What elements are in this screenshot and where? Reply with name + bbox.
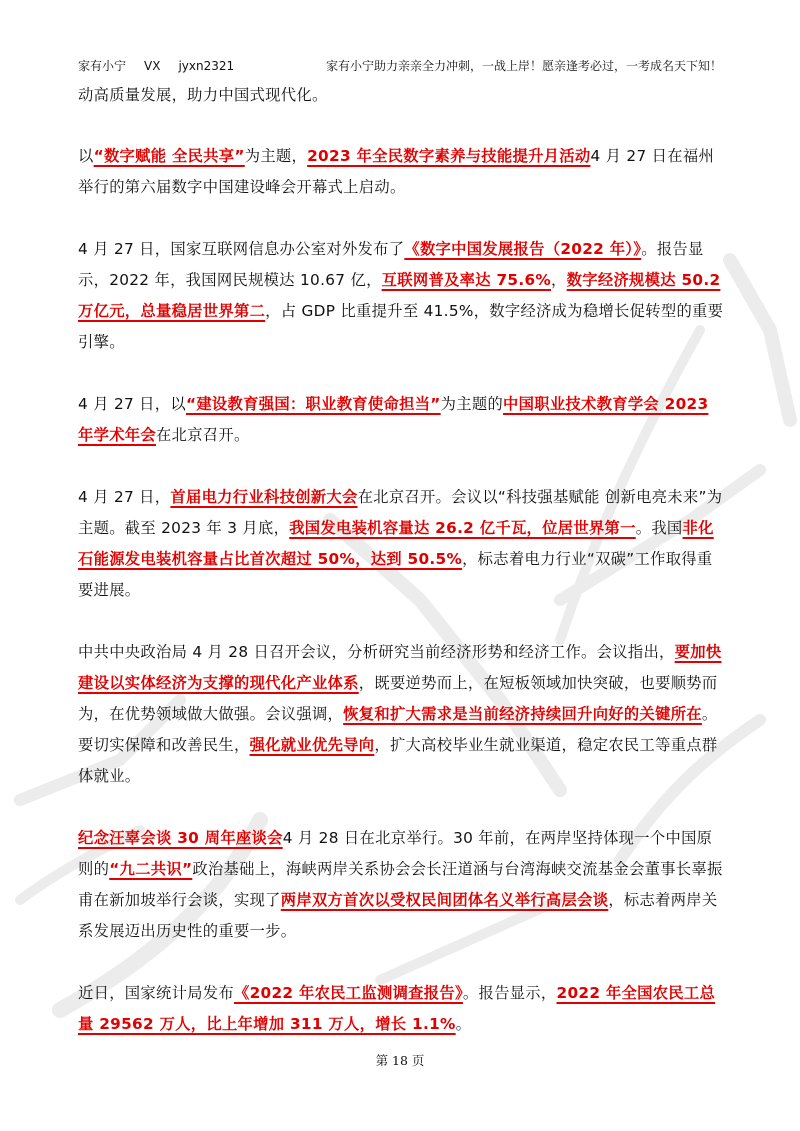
text-run: ，标志着电力行业“双碳”工作取得重要进展。	[78, 550, 713, 599]
paragraph	[78, 978, 726, 1040]
text-run: 4 月 27 日，	[78, 488, 171, 506]
text-run: ，既要逆势而上，在短板领域加快突破，也要顺势而为，在优势领域做大做强。会议强调，	[78, 674, 718, 723]
text-run: 。报告显示，	[462, 984, 557, 1002]
paragraph	[78, 823, 726, 947]
text-run: ，扩大高校毕业生就业渠道，稳定农民工等重点群体就业。	[78, 736, 718, 785]
text-run: 。我国	[635, 519, 683, 537]
text-run: 。报告显示，2022 年，我国网民规模达 10.67 亿，	[78, 240, 704, 289]
text-run: 。要切实保障和改善民生，	[78, 705, 718, 754]
highlighted-text: 我国发电装机容量达 26.2 亿千瓦，位居世界第一	[289, 519, 636, 537]
highlighted-text: “建设教育强国：职业教育使命担当”	[185, 395, 441, 413]
highlighted-text: 恢复和扩大需求是当前经济持续回升向好的关键所在	[343, 705, 702, 723]
text-run: 动高质量发展，助力中国式现代化。	[78, 86, 328, 104]
paragraph	[78, 80, 726, 111]
header-slogan: 家有小宁助力亲亲全力冲刺，一战上岸！愿亲逢考必过，一考成名天下知！	[325, 59, 722, 73]
highlighted-text: 互联网普及率达 75.6%	[381, 271, 552, 289]
highlighted-text: 中国职业技术教育学会 2023 年学术年会	[78, 395, 709, 444]
highlighted-text: 2023 年全民数字素养与技能提升月活动	[307, 147, 591, 165]
highlighted-text: 《2022 年农民工监测调查报告》	[233, 984, 463, 1002]
text-run: 为主题的	[440, 395, 504, 413]
paragraph	[78, 234, 726, 358]
highlighted-text: “数字赋能 全民共享”	[93, 147, 245, 165]
text-run: 4 月 28 日在北京举行。30 年前，在两岸坚持体现一个中国原则的	[78, 829, 713, 878]
text-run: ，占 GDP 比重提升至 41.5%，数字经济成为稳增长促转型的重要引擎。	[78, 302, 724, 351]
paragraph	[78, 637, 726, 792]
header-left	[78, 57, 252, 74]
text-run: 以	[78, 147, 94, 165]
header-vx: VX	[144, 59, 161, 73]
highlighted-text: 要加快建设以实体经济为支撑的现代化产业体系	[78, 643, 722, 692]
highlighted-text: 两岸双方首次以受权民间团体名义举行高层会谈	[280, 891, 609, 909]
text-run: ，标志着两岸关系发展迈出历史性的重要一步。	[78, 891, 718, 940]
text-run: 在北京召开。会议以“科技强基赋能 创新电亮未来”为主题。截至 2023 年 3 月底，	[78, 488, 723, 537]
paragraph	[78, 482, 726, 606]
highlighted-text: 强化就业优先导向	[249, 736, 375, 754]
paragraph-gap	[78, 111, 726, 141]
paragraph-gap	[78, 203, 726, 234]
paragraph	[78, 141, 726, 203]
document-body	[78, 80, 726, 1040]
text-run: 近日，国家统计局发布	[78, 984, 234, 1002]
highlighted-text: “九二共识”	[109, 860, 193, 878]
text-run: 。	[455, 1015, 472, 1033]
text-run: 4 月 27 日，以	[78, 395, 186, 413]
paragraph-gap	[78, 792, 726, 823]
highlighted-text: 首届电力行业科技创新大会	[170, 488, 358, 506]
text-run: ，	[551, 271, 567, 289]
highlighted-text: 《数字中国发展报告（2022 年）》	[404, 240, 642, 258]
text-run: 4 月 27 日在福州举行的第六届数字中国建设峰会开幕式上启动。	[78, 147, 715, 196]
text-run: 4 月 27 日，国家互联网信息办公室对外发布了	[78, 240, 405, 258]
paragraph	[78, 389, 726, 451]
highlighted-text: 非化石能源发电装机容量占比首次超过 50%，达到 50.5%	[78, 519, 714, 568]
highlighted-text: 2022 年全国农民工总量 29562 万人，比上年增加 311 万人，增长 1.1%	[78, 984, 716, 1033]
paragraph-gap	[78, 358, 726, 389]
page-header	[78, 57, 722, 74]
highlighted-text: 数字经济规模达 50.2 万亿元，总量稳居世界第二	[78, 271, 721, 320]
paragraph-gap	[78, 947, 726, 978]
paragraph-gap	[78, 606, 726, 637]
header-name: 家有小宁	[78, 59, 127, 73]
text-run: 为主题，	[244, 147, 308, 165]
highlighted-text: 纪念汪辜会谈 30 周年座谈会	[78, 829, 283, 847]
paragraph-gap	[78, 451, 726, 482]
text-run: 政治基础上，海峡两岸关系协会会长汪道涵与台湾海峡交流基金会董事长辜振甫在新加坡举行会谈，实现了	[78, 860, 723, 909]
header-id: jyxn2321	[178, 59, 235, 73]
text-run: 中共中央政治局 4 月 28 日召开会议，分析研究当前经济形势和经济工作。会议指出，	[78, 643, 675, 661]
page-number: 第 18 页	[375, 1053, 425, 1068]
text-run: 在北京召开。	[156, 426, 250, 444]
